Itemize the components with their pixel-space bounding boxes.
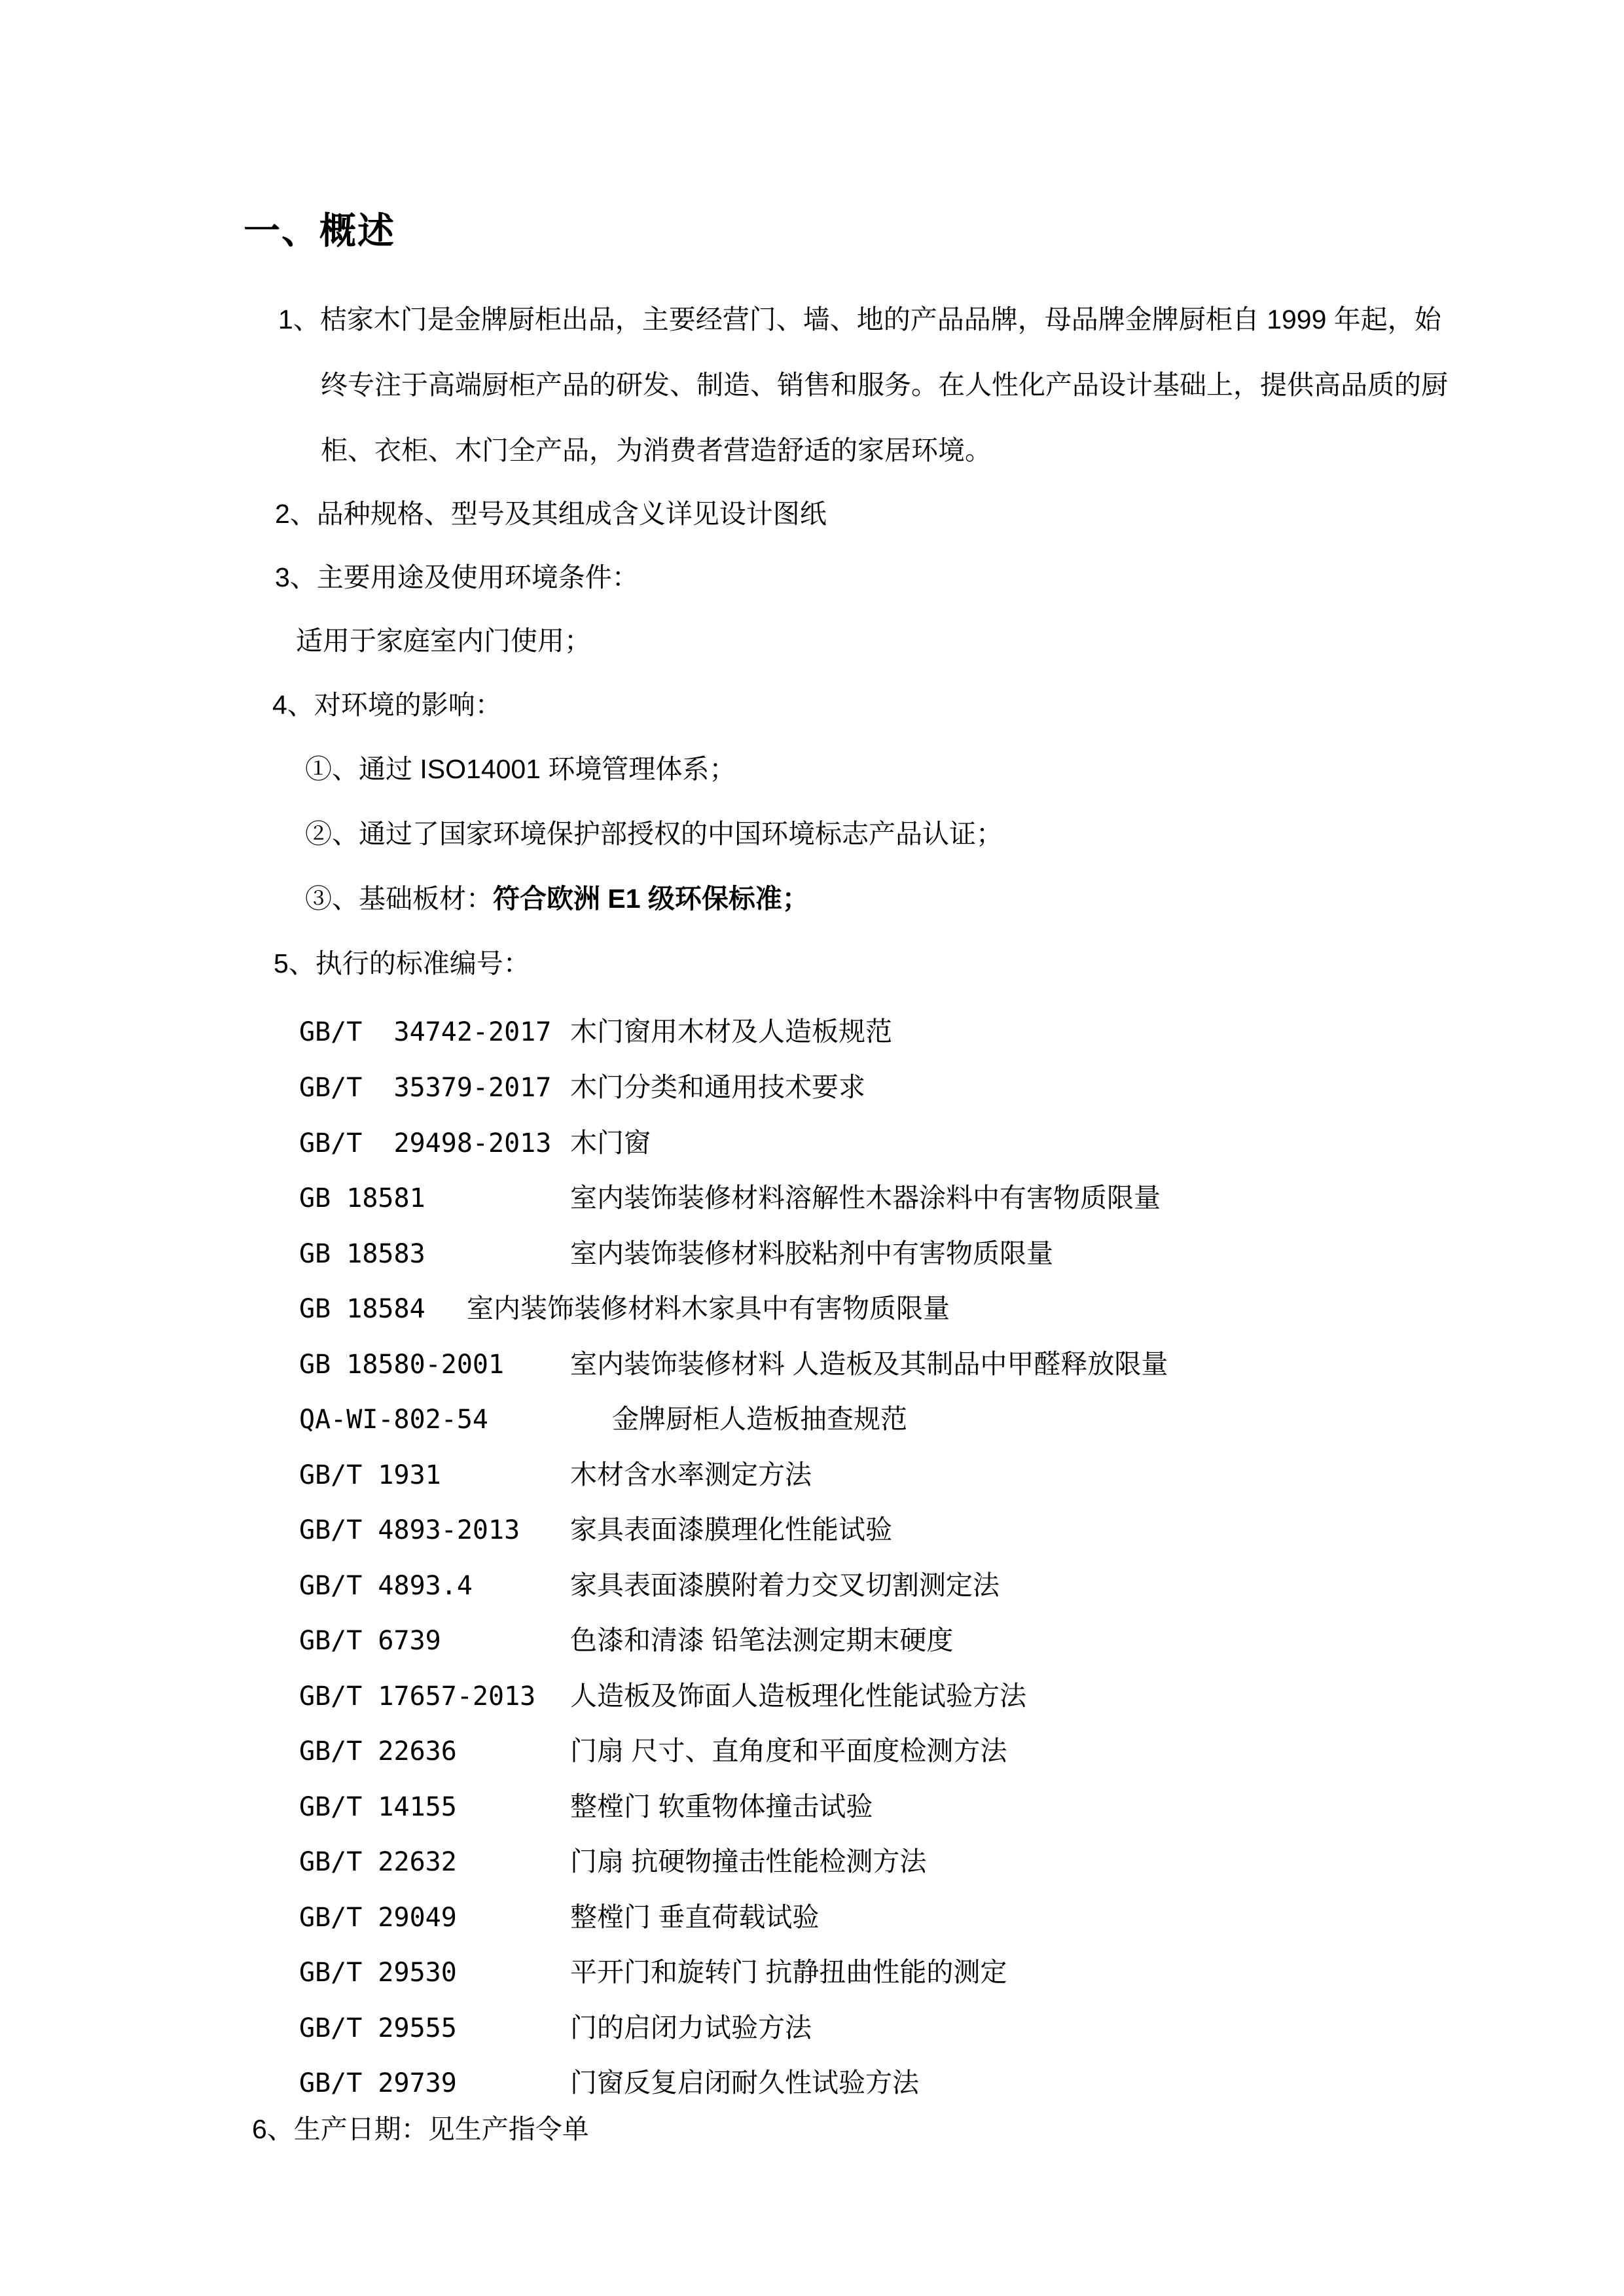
- standard-desc: 色漆和清漆 铅笔法测定期末硬度: [570, 1625, 954, 1655]
- standard-code: GB/T 22636: [299, 1736, 457, 1767]
- section-heading: 一、概述: [244, 210, 395, 251]
- standard-row: [299, 1066, 865, 1104]
- standard-code: QA-WI-802-54: [299, 1405, 488, 1435]
- env-sub-item-3-bold: 符合欧洲 E1 级环保标准；: [493, 884, 809, 914]
- standard-code: GB/T 35379-2017: [299, 1073, 552, 1103]
- standard-row: [299, 1232, 1053, 1270]
- standard-row: [299, 1287, 950, 1325]
- overview-paragraph-line-3: 柜、衣柜、木门全产品，为消费者营造舒适的家居环境。: [321, 435, 992, 465]
- standard-row: [299, 1342, 1168, 1381]
- standard-desc: 人造板及饰面人造板理化性能试验方法: [570, 1681, 1026, 1711]
- standard-code: GB/T 29555: [299, 2013, 457, 2043]
- standard-row: [299, 1453, 812, 1492]
- list-item-2: 2、品种规格、型号及其组成含义详见设计图纸: [275, 499, 827, 529]
- standard-desc: 平开门和旋转门 抗静扭曲性能的测定: [570, 1957, 1007, 1987]
- standard-code: GB/T 1931: [299, 1460, 441, 1490]
- standard-desc: 木门分类和通用技术要求: [570, 1072, 865, 1102]
- standard-row: [299, 1564, 1000, 1602]
- standard-row: [299, 1397, 907, 1436]
- standard-desc: 室内装饰装修材料溶解性木器涂料中有害物质限量: [570, 1183, 1161, 1213]
- standard-row: [299, 2061, 919, 2100]
- standard-desc: 门窗反复启闭耐久性试验方法: [570, 2068, 919, 2098]
- list-item-3: 3、主要用途及使用环境条件：: [275, 562, 639, 592]
- standard-row: [299, 1121, 651, 1160]
- standard-row: [299, 1619, 953, 1657]
- list-item-6: 6、生产日期：见生产指令单: [252, 2114, 589, 2144]
- standard-row: [299, 1950, 1007, 1989]
- standard-row: [299, 1840, 926, 1878]
- standard-desc: 金牌厨柜人造板抽查规范: [612, 1404, 907, 1434]
- standard-code: GB 18584: [299, 1294, 425, 1324]
- env-sub-item-3-prefix: ③、基础板材：: [305, 884, 493, 914]
- standard-desc: 木材含水率测定方法: [570, 1460, 812, 1490]
- standard-code: GB/T 17657-2013: [299, 1681, 536, 1712]
- standard-desc: 整樘门 软重物体撞击试验: [570, 1791, 873, 1821]
- overview-paragraph-line-2: 终专注于高端厨柜产品的研发、制造、销售和服务。在人性化产品设计基础上，提供高品质的厨: [321, 370, 1448, 400]
- env-sub-item-1: ①、通过 ISO14001 环境管理体系；: [305, 754, 736, 784]
- env-sub-item-2: ②、通过了国家环境保护部授权的中国环境标志产品认证；: [305, 819, 1003, 849]
- standard-code: GB/T 29498-2013: [299, 1128, 552, 1158]
- usage-note: 适用于家庭室内门使用；: [296, 626, 591, 656]
- standard-code: GB/T 22632: [299, 1847, 457, 1877]
- standard-desc: 门扇 尺寸、直角度和平面度检测方法: [570, 1736, 1007, 1766]
- standard-row: [299, 1176, 1161, 1215]
- standard-desc: 室内装饰装修材料木家具中有害物质限量: [467, 1293, 950, 1323]
- standard-code: GB 18583: [299, 1239, 425, 1269]
- standard-code: GB/T 29739: [299, 2068, 457, 2098]
- standard-code: GB/T 6739: [299, 1626, 441, 1656]
- standard-desc: 门的启闭力试验方法: [570, 2013, 812, 2043]
- standard-code: GB/T 14155: [299, 1792, 457, 1822]
- standard-desc: 木门窗用木材及人造板规范: [570, 1016, 892, 1047]
- standard-row: [299, 1508, 892, 1547]
- list-item-5: 5、执行的标准编号：: [274, 948, 530, 978]
- standard-code: GB/T 29049: [299, 1903, 457, 1933]
- overview-paragraph-line-1: 1、桔家木门是金牌厨柜出品，主要经营门、墙、地的产品品牌，母品牌金牌厨柜自 1999 年起，始: [278, 304, 1441, 334]
- standard-row: [299, 1729, 1007, 1768]
- standard-code: GB 18580-2001: [299, 1350, 505, 1380]
- standard-desc: 室内装饰装修材料胶粘剂中有害物质限量: [570, 1238, 1053, 1268]
- standard-desc: 家具表面漆膜附着力交叉切割测定法: [570, 1570, 1000, 1600]
- standard-code: GB/T 4893-2013: [299, 1515, 520, 1545]
- standard-desc: 家具表面漆膜理化性能试验: [570, 1515, 892, 1545]
- standard-row: [299, 1674, 1026, 1713]
- env-sub-item-3: [305, 882, 809, 916]
- standard-desc: 门扇 抗硬物撞击性能检测方法: [570, 1846, 927, 1876]
- standard-desc: 整樘门 垂直荷载试验: [570, 1902, 820, 1932]
- standard-desc: 室内装饰装修材料 人造板及其制品中甲醛释放限量: [570, 1349, 1168, 1379]
- standard-code: GB 18581: [299, 1183, 425, 1213]
- standard-row: [299, 2006, 812, 2045]
- standard-row: [299, 1010, 892, 1049]
- standard-code: GB/T 4893.4: [299, 1571, 473, 1601]
- standard-code: GB/T 29530: [299, 1958, 457, 1988]
- standard-code: GB/T 34742-2017: [299, 1017, 552, 1047]
- standard-desc: 木门窗: [570, 1128, 651, 1158]
- standard-row: [299, 1785, 873, 1823]
- standard-row: [299, 1895, 819, 1934]
- list-item-4: 4、对环境的影响：: [272, 690, 502, 720]
